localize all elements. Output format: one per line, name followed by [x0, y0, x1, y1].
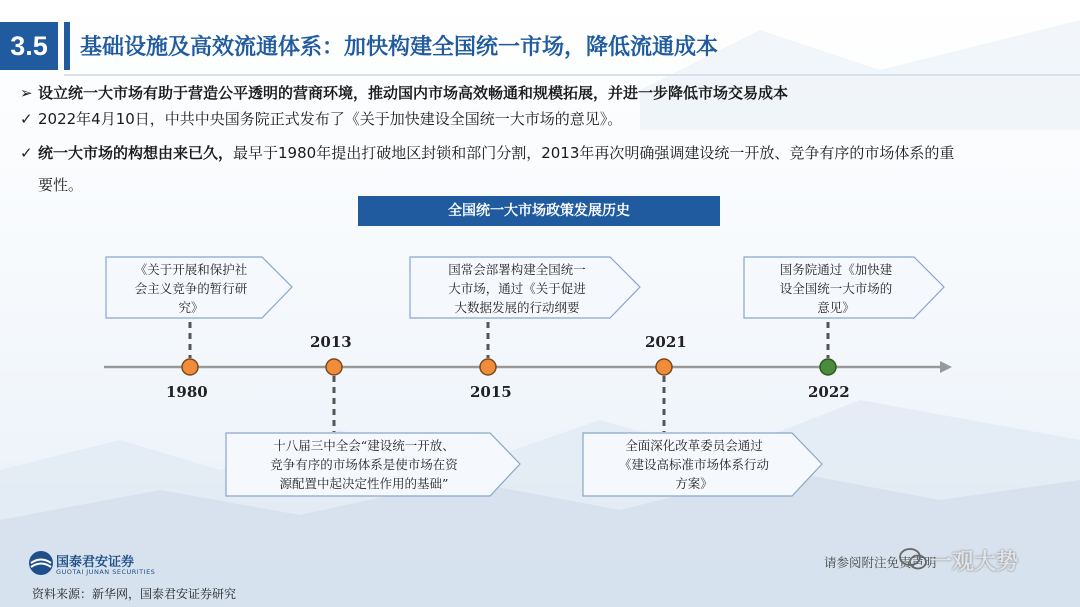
arrow-bullet-icon: ➢: [20, 84, 33, 102]
wechat-icon: [898, 546, 928, 572]
timeline-title: 全国统一大市场政策发展历史: [358, 196, 720, 226]
timeline-dot-2021: [656, 359, 672, 375]
source-note: 资料来源：新华网，国泰君安证券研究: [32, 587, 237, 601]
callout-line: 《关于开展和保护社: [134, 262, 248, 277]
callout-line: 设全国统一大市场的: [779, 281, 893, 296]
bullet-3-text-cont: 要性。: [38, 176, 84, 194]
section-number: 3.5: [0, 22, 58, 70]
callout-line: 全面深化改革委员会通过: [625, 438, 763, 453]
watermark: 一观大势: [930, 550, 1019, 575]
timeline-dot-2015: [480, 359, 496, 375]
bullet-1-text: 设立统一大市场有助于营造公平透明的营商环境，推动国内市场高效畅通和规模拓展，并进一步降低市场交易成本: [38, 84, 789, 102]
year-1980: 1980: [166, 383, 208, 401]
callout-line: 源配置中起决定性作用的基础”: [279, 476, 449, 491]
disclaimer: 请参阅附注免责声明: [824, 555, 937, 570]
year-2022: 2022: [808, 383, 850, 401]
callout-line: 方案》: [675, 476, 713, 491]
bullet-3-strong: 统一大市场的构想由来已久，: [38, 144, 234, 162]
callout-line: 大市场，通过《关于促进: [448, 281, 586, 296]
timeline-dot-2022: [820, 359, 836, 375]
year-2013: 2013: [310, 333, 352, 351]
callout-line: 十八届三中全会“建设统一开放、: [273, 438, 455, 453]
callout-2021-text: [585, 436, 803, 493]
bullet-3-text: 最早于1980年提出打破地区封锁和部门分割，2013年再次明确强调建设统一开放、竞争有序的市场体系的重: [233, 144, 955, 162]
callout-line: 国务院通过《加快建: [779, 262, 893, 277]
company-logo-sub: GUOTAI JUNAN SECURITIES: [56, 568, 156, 576]
timeline-dot-1980: [182, 359, 198, 375]
callout-line: 国常会部署构建全国统一: [448, 262, 586, 277]
timeline-dot-2013: [326, 359, 342, 375]
callout-line: 会主义竞争的暂行研: [134, 281, 248, 296]
year-2021: 2021: [645, 333, 687, 351]
page-title: 基础设施及高效流通体系：加快构建全国统一市场，降低流通成本: [80, 35, 719, 60]
bullet-2-text: 2022年4月10日，中共中央国务院正式发布了《关于加快建设全国统一大市场的意见》。: [38, 110, 623, 128]
callout-line: 究》: [178, 300, 204, 315]
company-logo-icon: [28, 550, 54, 576]
callout-2022-text: [746, 260, 926, 317]
callout-line: 《建设高标准市场体系行动: [618, 457, 769, 472]
check-bullet-icon: ✓: [20, 110, 33, 128]
callout-line: 竞争有序的市场体系是使市场在资: [270, 457, 458, 472]
callout-1980-text: [108, 260, 274, 317]
callout-2013-text: [228, 436, 500, 493]
company-logo-name: 国泰君安证券: [56, 555, 135, 570]
callout-line: 大数据发展的行动纲要: [454, 300, 580, 315]
check-bullet-icon: ✓: [20, 144, 33, 162]
callout-line: 意见》: [817, 300, 855, 315]
callout-2015-text: [412, 260, 622, 317]
year-2015: 2015: [470, 383, 512, 401]
timeline-arrowhead: [940, 361, 952, 373]
